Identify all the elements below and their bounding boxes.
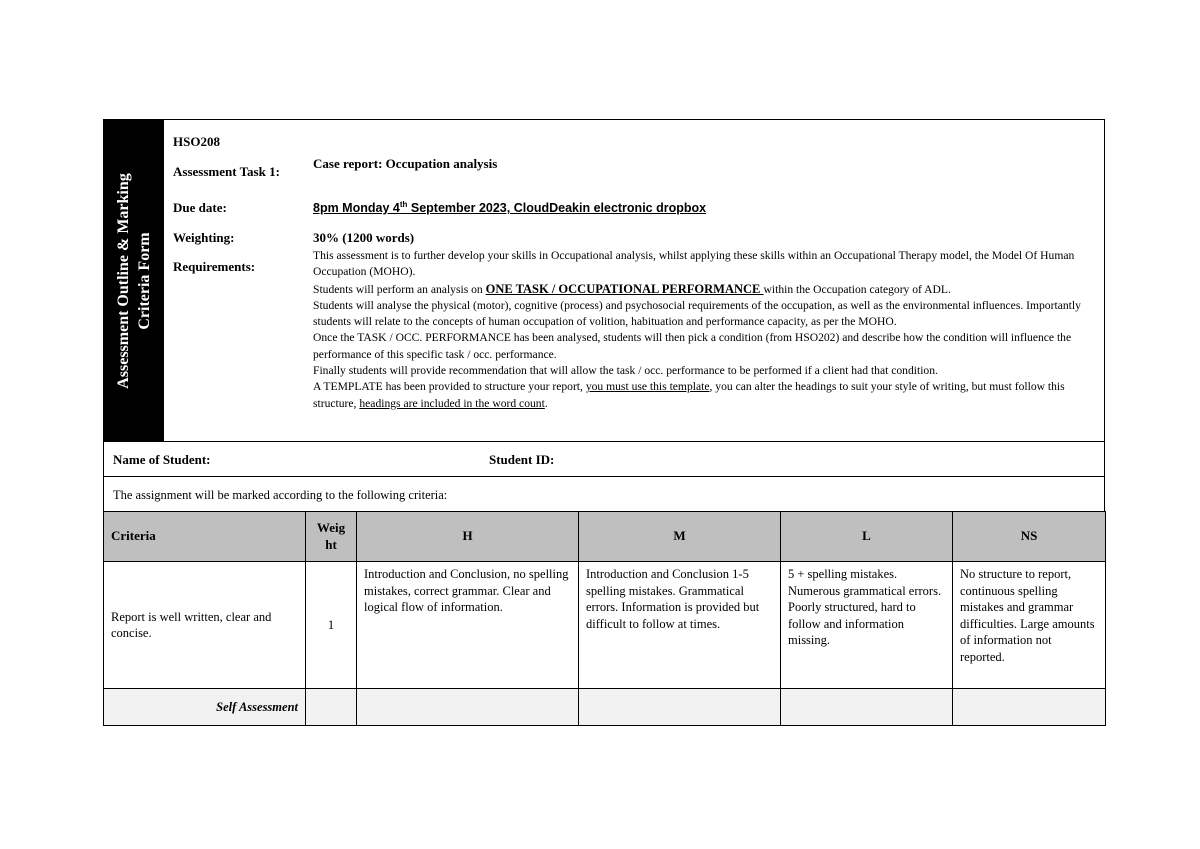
m-cell: Introduction and Conclusion 1-5 spelling mistakes. Grammatical errors. Information is provided but difficult to follow at times. [579,562,781,689]
assessment-header [103,119,1105,441]
header-weight: Weig ht [306,512,357,562]
self-l-cell[interactable] [781,689,953,726]
requirements-p6-pre: A TEMPLATE has been provided to structure your report, [313,380,586,394]
self-h-cell[interactable] [357,689,579,726]
criteria-cell: Report is well written, clear and concise. [104,562,306,689]
self-assessment-label: Self Assessment [104,689,306,726]
criteria-note: The assignment will be marked according to the following criteria: [113,488,448,502]
requirements-p6-u2: headings are included in the word count [359,396,545,410]
l-cell: 5 + spelling mistakes. Numerous grammatical errors. Poorly structured, hard to follow and information missing. [781,562,953,689]
requirements-p6-u1: you must use this template [585,380,710,394]
requirements-p3: Students will analyse the physical (motor), cognitive (process) and psychosocial requirements of the occupation, as well as the environmental influences. Importantly students will relate to the concepts of human occupation of volition, habituation and performance capacity, as per the MOHO. [313,298,1081,329]
due-value-pre: 8pm Monday 4 [313,201,400,216]
header-ns: NS [953,512,1106,562]
side-title-line2: Criteria Form [136,232,153,330]
header-criteria: Criteria [104,512,306,562]
requirements-p2 [313,281,1098,298]
task-label: Assessment Task 1: [173,164,280,179]
requirements-p2-emph: ONE TASK / OCCUPATIONAL PERFORMANCE [485,281,764,296]
student-info-row [103,441,1105,476]
self-ns-cell[interactable] [953,689,1106,726]
weighting-value: 30% (1200 words) [313,230,415,245]
side-title-line1: Assessment Outline & Marking [115,173,132,389]
side-title [113,131,155,431]
requirements-p1: This assessment is to further develop your skills in Occupational analysis, whilst applying these skills within an Occupational Therapy model, the Model Of Human Occupation (MOHO). [313,249,1075,279]
requirements-text [313,248,1098,412]
ns-cell: No structure to report, continuous spelling mistakes and grammar difficulties. Large amounts of information not reported. [953,562,1106,689]
table-row [104,562,1106,689]
requirements-label: Requirements: [173,259,256,274]
self-weight-cell[interactable] [306,689,357,726]
due-value [313,200,706,215]
side-title-bar [104,120,164,441]
weight-cell: 1 [306,562,357,689]
student-id-label: Student ID: [489,452,555,467]
h-cell: Introduction and Conclusion, no spelling mistakes, correct grammar. Clear and logical flow of information. [357,562,579,689]
student-name-label: Name of Student: [113,452,211,467]
requirements-p4: Once the TASK / OCC. PERFORMANCE has been analysed, students will then pick a condition (from HSO202) and describe how the condition will influence the performance of this specific task / occ. performance. [313,331,1072,361]
requirements-p2-pre: Students will perform an analysis on [313,282,486,296]
self-m-cell[interactable] [579,689,781,726]
self-assessment-row [104,689,1106,726]
requirements-p6-post: . [544,396,548,410]
unit-code: HSO208 [173,134,220,149]
assessment-form [103,119,1105,726]
due-label: Due date: [173,200,227,215]
due-value-post: September 2023, CloudDeakin electronic dropbox [407,201,707,216]
task-value: Case report: Occupation analysis [313,156,498,171]
due-value-sup: th [399,200,408,209]
requirements-p6-mid: , you can alter the headings to suit your style of writing, but must follow this structure, [313,380,1065,410]
header-h: H [357,512,579,562]
header-m: M [579,512,781,562]
requirements-p6 [313,379,1098,412]
criteria-header-row [104,512,1106,562]
header-l: L [781,512,953,562]
criteria-note-row [103,476,1105,511]
criteria-table [103,511,1106,726]
requirements-p5: Finally students will provide recommendation that will allow the task / occ. performance to be performed if a client had that condition. [313,364,938,378]
requirements-p2-post: within the Occupation category of ADL. [763,282,951,296]
weighting-label: Weighting: [173,230,235,245]
